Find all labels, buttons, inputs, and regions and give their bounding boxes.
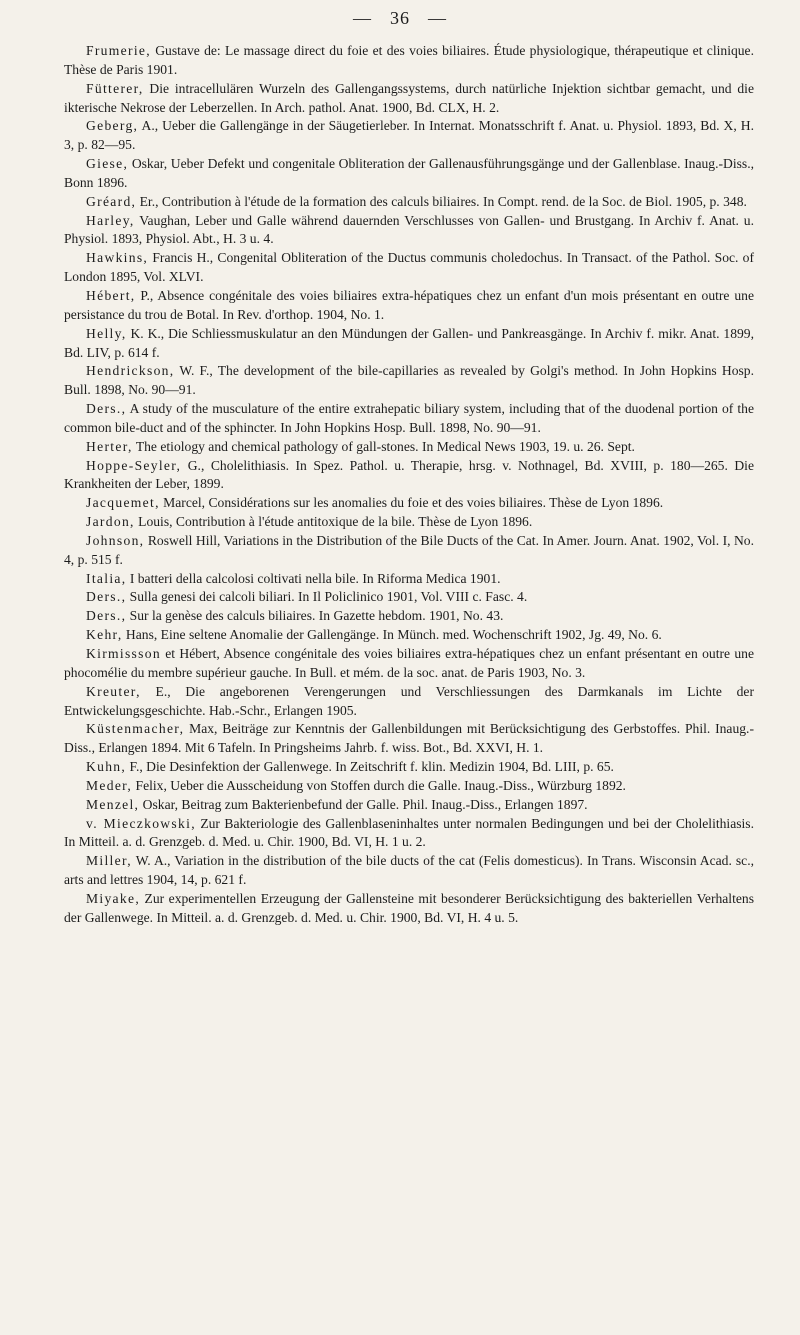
entry-author: Kreuter,: [86, 683, 141, 699]
entry-author: Hendrickson,: [86, 363, 175, 379]
entry-author: Geberg,: [86, 118, 139, 134]
entry-author: Johnson,: [86, 532, 145, 548]
bibliography-entry: [64, 532, 754, 570]
header-dash-left: —: [353, 8, 372, 28]
entry-text: I batteri della calcolosi coltivati nella bile. In Riforma Medica 1901.: [126, 570, 501, 586]
entry-author: Hoppe-Seyler,: [86, 457, 182, 473]
bibliography-entry: [64, 890, 754, 928]
entry-text: Oskar, Ueber Defekt und congenitale Obliteration der Gallenausführungsgänge und der Gallenblase. Inaug.-Diss., Bonn 1896.: [64, 156, 754, 190]
entry-text: Zur experimentellen Erzeugung der Gallensteine mit besonderer Berücksichtigung des bakteriellen Verhaltens der Gallenwege. In Mitteil. a. d. Grenzgeb. d. Med. u. Chir. 1900, Bd. VI, H. 4 u. 5.: [64, 890, 754, 925]
bibliography-entry: [64, 570, 754, 589]
entry-author: Küstenmacher,: [86, 721, 185, 737]
bibliography-entry: [64, 494, 754, 513]
entry-text: Die intracellulären Wurzeln des Gallengangssystems, durch natürliche Injektion sichtbar gemacht, und die ikterische Nekrose der Leberzellen. In Arch. pathol. Anat. 1900, Bd. CLX, H. 2.: [64, 80, 754, 115]
entry-text: Gustave de: Le massage direct du foie et des voies biliaires. Étude physiologique, thérapeutique et clinique. Thèse de Paris 1901.: [64, 43, 754, 77]
entry-text: P., Absence congénitale des voies biliaires extra-hépatiques chez un enfant d'un mois présentant en outre une persistance du trou de Botal. In Rev. d'orthop. 1904, No. 1.: [64, 287, 754, 322]
entry-author: v. Mieczkowski,: [86, 815, 196, 831]
bibliography-entry: [64, 588, 754, 607]
entry-text: Oskar, Beitrag zum Bakterienbefund der Galle. Phil. Inaug.-Diss., Erlangen 1897.: [139, 796, 588, 812]
entry-author: Harley,: [86, 212, 135, 228]
bibliography-entry: [64, 513, 754, 532]
entry-author: Ders.,: [86, 608, 127, 624]
entry-text: Max, Beiträge zur Kenntnis der Gallenbildungen mit Berücksichtigung des Gerbstoffes. Phil. Inaug.-Diss., Erlangen 1894. Mit 6 Tafeln. In Pringsheims Jahrb. f. wiss. Bot., Bd. XXVI, H. 1.: [64, 721, 754, 756]
entry-text: The etiology and chemical pathology of gall-stones. In Medical News 1903, 19. u. 26. Sept.: [132, 438, 635, 454]
entry-author: Kirmissson: [86, 646, 161, 661]
entry-author: Miyake,: [86, 890, 141, 906]
bibliography-entry: [64, 362, 754, 400]
entry-text: Felix, Ueber die Ausscheidung von Stoffen durch die Galle. Inaug.-Diss., Würzburg 1892.: [132, 777, 626, 793]
bibliography-entry: [64, 758, 754, 777]
bibliography-list: [64, 42, 754, 928]
bibliography-entry: [64, 815, 754, 853]
bibliography-entry: [64, 249, 754, 287]
bibliography-entry: [64, 400, 754, 438]
entry-author: Jacquemet,: [86, 495, 160, 511]
page-header: [0, 8, 800, 29]
entry-author: Ders.,: [86, 401, 127, 417]
entry-text: K. K., Die Schliessmuskulatur an den Mündungen der Gallen- und Pankreasgänge. In Archiv f. mikr. Anat. 1899, Bd. LIV, p. 614 f.: [64, 325, 754, 360]
entry-author: Italia,: [86, 570, 127, 586]
bibliography-entry: [64, 457, 754, 495]
entry-text: E., Die angeborenen Verengerungen und Verschliessungen des Darmkanals im Lichte der Entwickelungsgeschichte. Hab.-Schr., Erlangen 1905.: [64, 683, 754, 718]
bibliography-entry: [64, 645, 754, 683]
entry-author: Ders.,: [86, 589, 127, 605]
entry-text: G., Cholelithiasis. In Spez. Pathol. u. Therapie, hrsg. v. Nothnagel, Bd. XVIII, p. 180—265. Die Krankheiten der Leber, 1899.: [64, 457, 754, 492]
entry-author: Herter,: [86, 438, 133, 454]
bibliography-entry: [64, 193, 754, 212]
entry-author: Miller,: [86, 853, 132, 869]
bibliography-entry: [64, 626, 754, 645]
entry-author: Frumerie,: [86, 43, 151, 58]
bibliography-entry: [64, 852, 754, 890]
entry-text: Francis H., Congenital Obliteration of the Ductus communis choledochus. In Transact. of the Pathol. Soc. of London 1895, Vol. XLVI.: [64, 250, 754, 285]
entry-text: Zur Bakteriologie des Gallenblaseninhaltes unter normalen Bedingungen und bei der Cholelithiasis. In Mitteil. a. d. Grenzgeb. d. Med. u. Chir. 1900, Bd. VI, H. 1 u. 2.: [64, 815, 754, 850]
bibliography-entry: [64, 720, 754, 758]
bibliography-entry: [64, 155, 754, 193]
bibliography-entry: [64, 438, 754, 457]
bibliography-entry: [64, 42, 754, 80]
bibliography-entry: [64, 683, 754, 721]
entry-text: Vaughan, Leber und Galle während dauernden Verschlusses von Gallen- und Brustgang. In Archiv f. Anat. u. Physiol. 1893, Physiol. Abt., H. 3 u. 4.: [64, 212, 754, 247]
entry-author: Kuhn,: [86, 759, 127, 775]
entry-text: F., Die Desinfektion der Gallenwege. In Zeitschrift f. klin. Medizin 1904, Bd. LIII, p. 65.: [126, 759, 614, 775]
entry-author: Hébert,: [86, 287, 136, 303]
bibliography-entry: [64, 796, 754, 815]
entry-text: Hans, Eine seltene Anomalie der Gallengänge. In Münch. med. Wochenschrift 1902, Jg. 49, No. 6.: [122, 627, 662, 643]
entry-text: Marcel, Considérations sur les anomalies du foie et des voies biliaires. Thèse de Lyon 1896.: [159, 495, 664, 511]
bibliography-entry: [64, 325, 754, 363]
entry-author: Helly,: [86, 325, 127, 341]
entry-text: W. F., The development of the bile-capillaries as revealed by Golgi's method. In John Hopkins Hosp. Bull. 1898, No. 90—91.: [64, 363, 754, 398]
bibliography-entry: [64, 777, 754, 796]
entry-text: Er., Contribution à l'étude de la formation des calculs biliaires. In Compt. rend. de la Soc. de Biol. 1905, p. 348.: [136, 193, 747, 209]
entry-text: Roswell Hill, Variations in the Distribution of the Bile Ducts of the Cat. In Amer. Journ. Anat. 1902, Vol. I, No. 4, p. 515 f.: [64, 532, 754, 567]
entry-author: Meder,: [86, 777, 133, 793]
entry-text: A., Ueber die Gallengänge in der Säugetierleber. In Internat. Monatsschrift f. Anat. u. Physiol. 1893, Bd. X, H. 3, p. 82—95.: [64, 118, 754, 153]
entry-text: A study of the musculature of the entire extrahepatic biliary system, including that of the duodenal portion of the common bile-duct and of the sphincter. In John Hopkins Hosp. Bull. 1898, No. 90—91.: [64, 401, 754, 435]
bibliography-entry: [64, 287, 754, 325]
entry-text: Sur la genèse des calculs biliaires. In Gazette hebdom. 1901, No. 43.: [126, 608, 504, 624]
entry-author: Hawkins,: [86, 250, 149, 266]
entry-author: Menzel,: [86, 796, 140, 812]
entry-text: W. A., Variation in the distribution of the bile ducts of the cat (Felis domesticus). In Trans. Wisconsin Acad. sc., arts and lettres 1904, 14, p. 621 f.: [64, 853, 754, 888]
bibliography-entry: [64, 117, 754, 155]
bibliography-entry: [64, 80, 754, 118]
entry-author: Gréard,: [86, 193, 137, 209]
entry-author: Jardon,: [86, 514, 135, 530]
entry-text: et Hébert, Absence congénitale des voies biliaires extra-hépatiques chez un enfant présentant en outre une phocomélie du membre supérieur gauche. In Bull. et mém. de la soc. anat. de Paris 1903, No. 3.: [64, 646, 754, 680]
header-dash-right: —: [428, 8, 447, 28]
bibliography-entry: [64, 607, 754, 626]
entry-text: Louis, Contribution à l'étude antitoxique de la bile. Thèse de Lyon 1896.: [134, 514, 533, 530]
entry-author: Giese,: [86, 156, 129, 172]
bibliography-entry: [64, 212, 754, 250]
page-number: 36: [390, 8, 410, 28]
entry-author: Fütterer,: [86, 80, 144, 96]
entry-author: Kehr,: [86, 627, 123, 643]
entry-text: Sulla genesi dei calcoli biliari. In Il Policlinico 1901, Vol. VIII c. Fasc. 4.: [126, 589, 528, 605]
